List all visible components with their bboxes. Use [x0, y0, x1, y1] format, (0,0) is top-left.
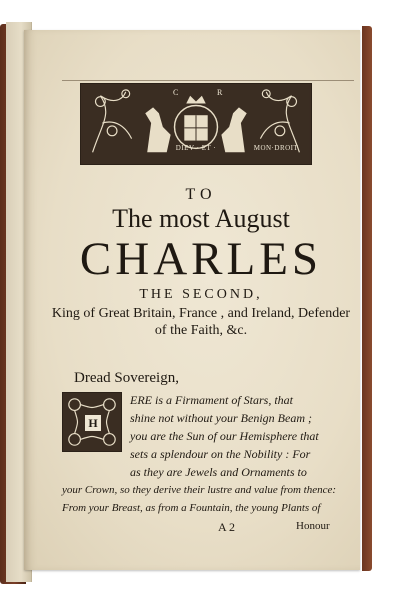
- decorated-initial: [62, 392, 122, 452]
- salutation: Dread Sovereign,: [74, 370, 179, 386]
- royal-arms-headpiece: [80, 83, 312, 165]
- dedication-ordinal: THE SECOND,: [139, 287, 263, 302]
- royal-arms-icon: [81, 84, 311, 164]
- catchword: Honour: [296, 520, 330, 532]
- body-line-6: your Crown, so they derive their lustre and value from thence:: [62, 484, 337, 496]
- body-line-4: sets a splendour on the Nobility : For: [130, 447, 311, 461]
- dedication-to: TO: [185, 186, 217, 203]
- body-line-7: From your Breast, as from a Fountain, the young Plants of: [62, 502, 321, 514]
- body-line-3: you are the Sun of our Hemisphere that: [130, 429, 319, 443]
- royal-style: [0, 305, 402, 339]
- motto-right: MON·DROIT: [253, 144, 299, 152]
- dedication-name: CHARLES: [79, 233, 323, 285]
- body-line-1: ERE is a Firmament of Stars, that: [130, 393, 293, 407]
- signature-mark: A 2: [218, 520, 236, 534]
- dedication-most-august: The most August: [112, 204, 290, 233]
- royal-style-line-2: of the Faith, &c.: [154, 323, 248, 338]
- top-rule: [62, 80, 354, 81]
- crown-letter-c: C: [173, 88, 179, 97]
- body-line-5: as they are Jewels and Ornaments to: [130, 465, 307, 479]
- initial-letter: H: [85, 415, 101, 431]
- motto-left: DIEV · ET ·: [175, 144, 217, 152]
- body-line-2: shine not without your Benign Beam ;: [130, 411, 312, 425]
- crown-letter-r: R: [217, 88, 223, 97]
- royal-style-line-1: King of Great Britain, France , and Ireland, Defender: [51, 306, 351, 321]
